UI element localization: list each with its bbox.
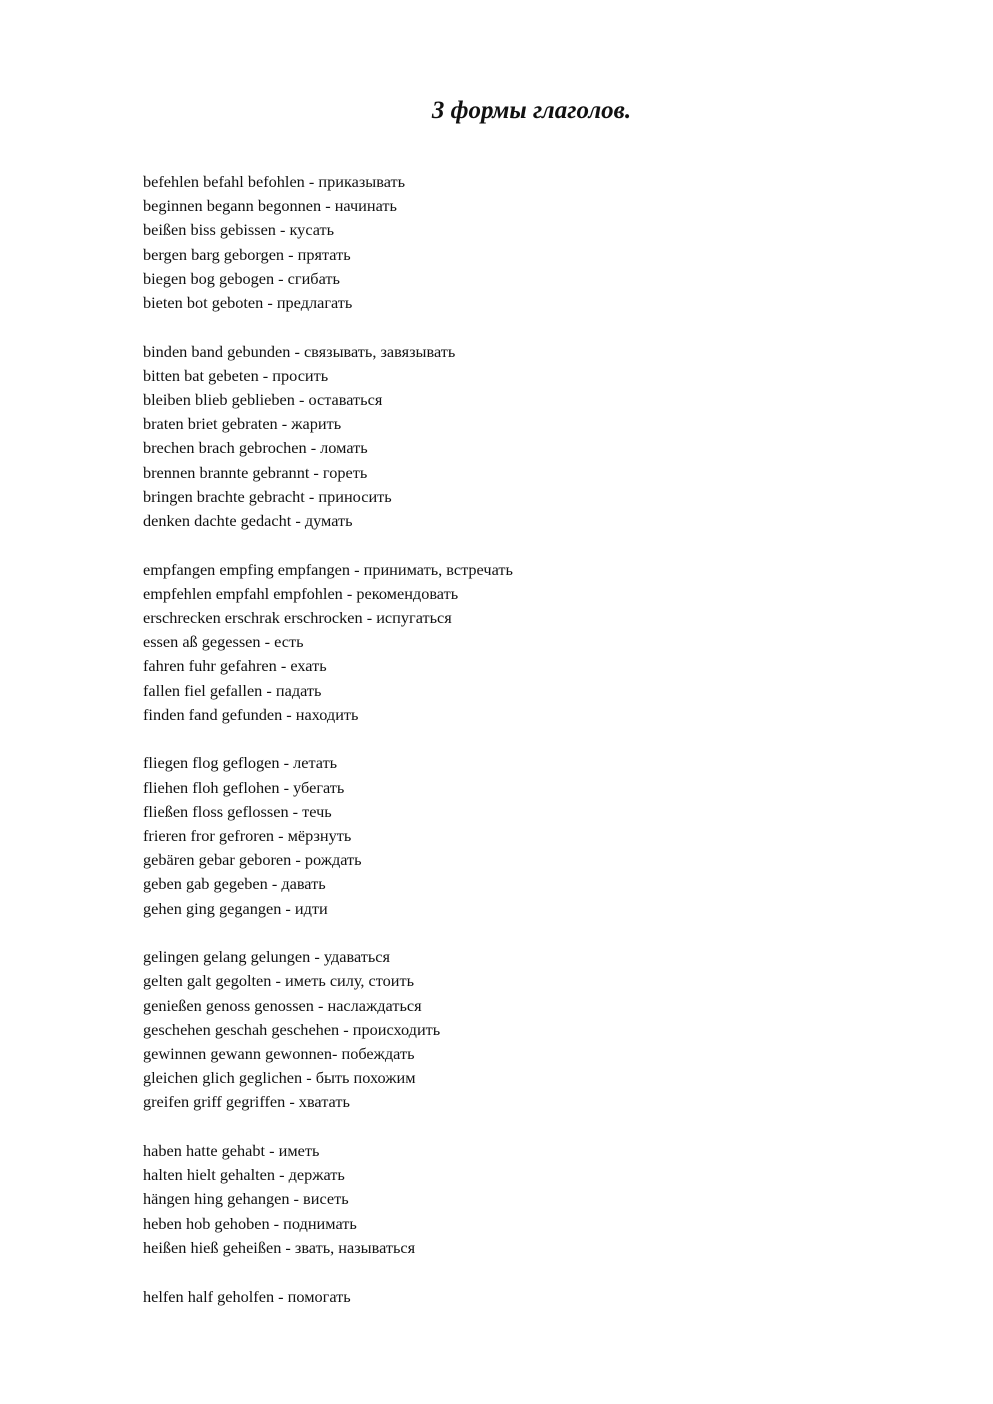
verb-line: bieten bot geboten - предлагать bbox=[143, 292, 353, 312]
verb-line: gelingen gelang gelungen - удаваться bbox=[143, 947, 391, 967]
verb-group bbox=[143, 558, 943, 727]
verb-line: binden band gebunden - связывать, завязывать bbox=[143, 341, 456, 361]
verb-line: geschehen geschah geschehen - происходить bbox=[143, 1019, 441, 1039]
verb-line: empfehlen empfahl empfohlen - рекомендовать bbox=[143, 583, 459, 603]
verb-line: essen aß gegessen - есть bbox=[143, 632, 304, 652]
verb-line: braten briet gebraten - жарить bbox=[143, 414, 342, 434]
verb-line: erschrecken erschrak erschrocken - испугаться bbox=[143, 608, 452, 627]
verb-line: gleichen glich geglichen - быть похожим bbox=[143, 1068, 416, 1088]
verb-line: halten hielt gehalten - держать bbox=[143, 1165, 345, 1185]
verb-line: gelten galt gegolten - иметь силу, стоить bbox=[143, 971, 415, 991]
verb-line: frieren fror gefroren - мёрзнуть bbox=[143, 826, 352, 845]
verb-line: fallen fiel gefallen - падать bbox=[143, 680, 322, 700]
verb-group bbox=[143, 1139, 943, 1260]
verb-line: beißen biss gebissen - кусать bbox=[143, 220, 335, 240]
page-title: 3 формы глаголов. bbox=[431, 97, 632, 124]
verb-line: greifen griff gegriffen - хватать bbox=[143, 1092, 350, 1112]
verb-group bbox=[143, 340, 943, 534]
verb-line: gebären gebar geboren - рождать bbox=[143, 850, 362, 870]
verb-group bbox=[143, 1285, 943, 1309]
verb-line: fahren fuhr gefahren - ехать bbox=[143, 656, 327, 676]
verb-line: gehen ging gegangen - идти bbox=[143, 898, 328, 918]
verb-line: bergen barg geborgen - прятать bbox=[143, 244, 351, 264]
verb-group bbox=[143, 170, 943, 315]
verb-line: brennen brannte gebrannt - гореть bbox=[143, 462, 368, 482]
verb-line: bringen brachte gebracht - приносить bbox=[143, 486, 392, 506]
verb-line: brechen brach gebrochen - ломать bbox=[143, 438, 368, 458]
verb-line: bleiben blieb geblieben - оставаться bbox=[143, 390, 383, 409]
verb-line: beginnen begann begonnen - начинать bbox=[143, 196, 397, 216]
verb-line: fließen floss geflossen - течь bbox=[143, 801, 332, 821]
verb-line: heißen hieß geheißen - звать, называться bbox=[143, 1237, 416, 1257]
verb-line: finden fand gefunden - находить bbox=[143, 704, 359, 724]
verb-line: befehlen befahl befohlen - приказывать bbox=[143, 172, 406, 191]
verb-line: haben hatte gehabt - иметь bbox=[143, 1141, 320, 1161]
verb-line: fliehen floh geflohen - убегать bbox=[143, 777, 345, 797]
verb-list bbox=[143, 170, 943, 1333]
verb-line: gewinnen gewann gewonnen- побеждать bbox=[143, 1044, 415, 1063]
verb-line: genießen genoss genossen - наслаждаться bbox=[143, 995, 422, 1015]
verb-line: heben hob gehoben - поднимать bbox=[143, 1213, 357, 1233]
verb-line: fliegen flog geflogen - летать bbox=[143, 753, 338, 773]
verb-line: biegen bog gebogen - сгибать bbox=[143, 268, 340, 288]
verb-line: hängen hing gehangen - висеть bbox=[143, 1189, 349, 1209]
verb-line: helfen half geholfen - помогать bbox=[143, 1286, 351, 1306]
verb-line: bitten bat gebeten - просить bbox=[143, 365, 329, 385]
verb-group bbox=[143, 945, 943, 1114]
verb-line: denken dachte gedacht - думать bbox=[143, 510, 353, 530]
verb-line: geben gab gegeben - давать bbox=[143, 874, 326, 894]
verb-group bbox=[143, 751, 943, 920]
verb-line: empfangen empfing empfangen - принимать, встречать bbox=[143, 559, 513, 579]
